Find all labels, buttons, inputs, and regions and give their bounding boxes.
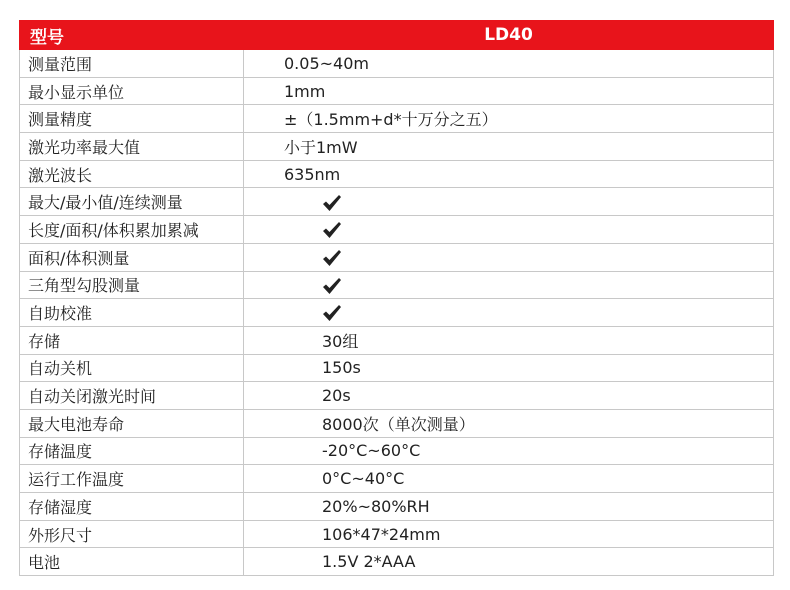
spec-label: 三角型勾股测量 (20, 271, 244, 299)
spec-label: 激光功率最大值 (20, 133, 244, 161)
spec-label: 自助校准 (20, 299, 244, 327)
table-row (20, 216, 774, 244)
table-row (20, 326, 774, 354)
table-row (20, 493, 774, 521)
table-row (20, 105, 774, 133)
spec-label: 最小显示单位 (20, 77, 244, 105)
table-row (20, 520, 774, 548)
table-row (20, 299, 774, 327)
spec-value: ±（1.5mm+d*十万分之五） (244, 105, 774, 133)
checkmark-icon (322, 221, 342, 239)
spec-label: 运行工作温度 (20, 465, 244, 493)
spec-label: 激光波长 (20, 160, 244, 188)
checkmark-icon (322, 249, 342, 267)
table-row (20, 409, 774, 437)
header-model-label: 型号 (20, 21, 244, 50)
spec-label: 存储 (20, 326, 244, 354)
spec-label: 最大电池寿命 (20, 409, 244, 437)
spec-check-cell (244, 188, 774, 216)
spec-check-cell (244, 216, 774, 244)
spec-value: 1.5V 2*AAA (244, 548, 774, 576)
table-row (20, 465, 774, 493)
spec-check-cell (244, 271, 774, 299)
table-row (20, 50, 774, 78)
spec-check-cell (244, 299, 774, 327)
table-row (20, 548, 774, 576)
spec-label: 自动关机 (20, 354, 244, 382)
checkmark-icon (322, 194, 342, 212)
spec-value: 30组 (244, 326, 774, 354)
spec-label: 长度/面积/体积累加累减 (20, 216, 244, 244)
spec-value: 106*47*24mm (244, 520, 774, 548)
table-row (20, 437, 774, 465)
spec-label: 电池 (20, 548, 244, 576)
spec-label: 外形尺寸 (20, 520, 244, 548)
table-row (20, 243, 774, 271)
table-row (20, 271, 774, 299)
spec-check-cell (244, 243, 774, 271)
spec-label: 最大/最小值/连续测量 (20, 188, 244, 216)
table-row (20, 160, 774, 188)
spec-label: 面积/体积测量 (20, 243, 244, 271)
checkmark-icon (322, 304, 342, 322)
spec-label: 测量精度 (20, 105, 244, 133)
table-body (20, 50, 774, 576)
spec-label: 测量范围 (20, 50, 244, 78)
spec-value: 1mm (244, 77, 774, 105)
table-header-row (20, 21, 774, 50)
header-model-value: LD40 (244, 21, 774, 50)
spec-label: 自动关闭激光时间 (20, 382, 244, 410)
spec-value: 小于1mW (244, 133, 774, 161)
spec-value: 0°C~40°C (244, 465, 774, 493)
checkmark-icon (322, 277, 342, 295)
spec-value: 0.05~40m (244, 50, 774, 78)
spec-label: 存储温度 (20, 437, 244, 465)
table-row (20, 382, 774, 410)
table-row (20, 188, 774, 216)
table-row (20, 77, 774, 105)
spec-table (19, 20, 774, 576)
spec-value: 8000次（单次测量） (244, 409, 774, 437)
spec-value: 20s (244, 382, 774, 410)
spec-value: 20%~80%RH (244, 493, 774, 521)
spec-value: 635nm (244, 160, 774, 188)
spec-label: 存储湿度 (20, 493, 244, 521)
spec-value: -20°C~60°C (244, 437, 774, 465)
table-row (20, 133, 774, 161)
table-row (20, 354, 774, 382)
spec-value: 150s (244, 354, 774, 382)
